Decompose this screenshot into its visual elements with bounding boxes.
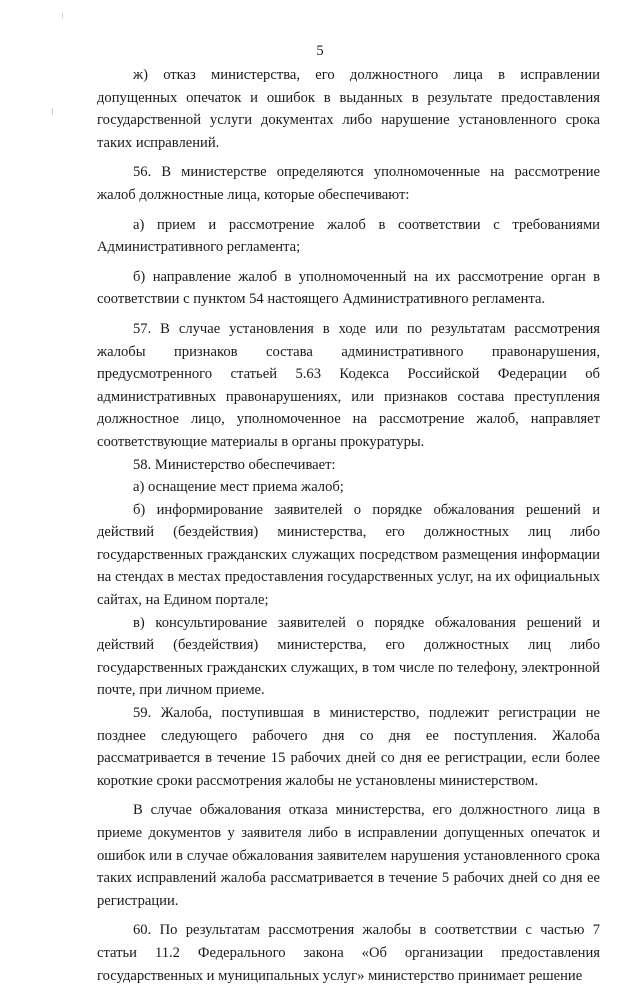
paragraph-59-appeal-refusal: В случае обжалования отказа министерства, его должностного лица в приеме документов у заявителя либо в исправлении допущенных опечаток и ошибок или в случае обжалования заявителем нарушения установленного срока таких исправлений жалоба рассматривается в течение 5 рабочих дней со дня ее регистрации. [97,802,600,909]
paragraph-58-v: в) консультирование заявителей о порядке обжалования решений и действий (бездействия) министерства, его должностных лиц либо государственных гражданских служащих, в том числе по телефону, электронной почте, при личном приеме. [97,614,600,699]
document-body [97,64,600,987]
scan-mark [62,13,63,18]
paragraph-58-a: а) оснащение мест приема жалоб; [133,479,344,496]
paragraph-58-b: б) информирование заявителей о порядке обжалования решений и действий (бездействия) министерства, его должностных лиц либо государственных гражданских служащих посредством размещения информации на стендах в местах предоставления государственных услуг, на их официальных сайтах, на Едином портале; [97,501,600,609]
paragraph-59: 59. Жалоба, поступившая в министерство, подлежит регистрации не позднее следующего рабочего дня со дня ее поступления. Жалоба рассматривается в течение 15 рабочих дней со дня ее регистрации, если более короткие сроки рассмотрения жалобы не установлены министерством. [97,705,600,789]
paragraph-zh-refusal: ж) отказ министерства, его должностного лица в исправлении допущенных опечаток и ошибок в выданных в результате предоставления государственной услуги документах либо нарушение установленного срока таких исправлений. [97,67,600,151]
paragraph-56-a: а) прием и рассмотрение жалоб в соответствии с требованиями Административного регламента; [97,216,600,256]
paragraph-56-b: б) направление жалоб в уполномоченный на их рассмотрение орган в соответствии с пунктом 54 настоящего Административного регламента. [97,268,600,308]
paragraph-58: 58. Министерство обеспечивает: [133,456,336,473]
page-number: 5 [316,43,324,59]
paragraph-57: 57. В случае установления в ходе или по результатам рассмотрения жалобы признаков состава административного правонарушения, предусмотренного статьей 5.63 Кодекса Российской Федерации об административных правонарушениях, или признаков состава преступления должностное лицо, уполномоченное на рассмотрение жалоб, направляет соответствующие материалы в органы прокуратуры. [97,320,600,450]
paragraph-60: 60. По результатам рассмотрения жалобы в соответствии с частью 7 статьи 11.2 Федерального закона «Об организации предоставления государственных и муниципальных услуг» министерство принимает решение [97,922,600,984]
paragraph-56: 56. В министерстве определяются уполномоченные на рассмотрение жалоб должностные лица, которые обеспечивают: [97,164,600,203]
scan-mark [52,108,53,115]
